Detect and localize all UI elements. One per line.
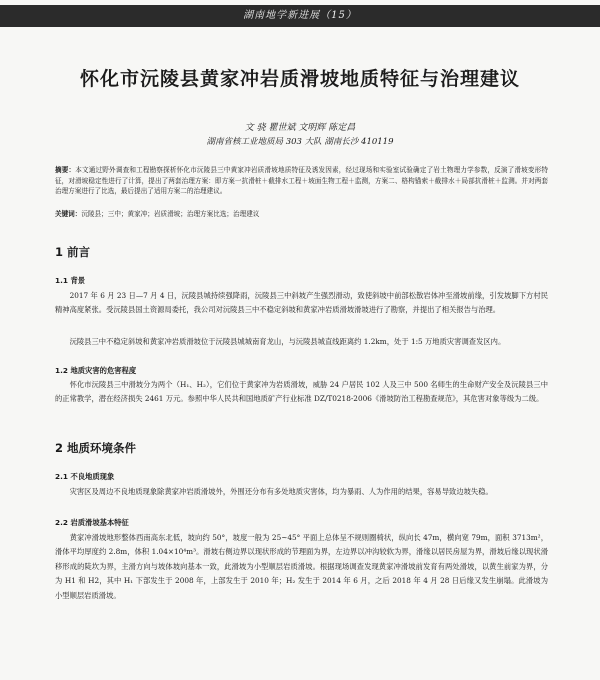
section-heading-1: 1 前言 (55, 245, 91, 259)
paragraph-1-1-b: 沅陵县三中不稳定斜坡和黄家冲岩质滑坡位于沅陵县城城南育龙山，与沅陵县城直线距离约 1.2km，处于 1:5 万地质灾害调查发区内。 (69, 337, 506, 346)
section-heading-2: 2 地质环境条件 (55, 441, 137, 455)
keywords-text: 沅陵县；三中；黄家冲；岩质滑坡；治理方案比选；治理建议 (81, 210, 260, 218)
abstract-text: 本文通过野外调查和工程勘察探析怀化市沅陵县三中黄家冲岩质滑坡地质特征及诱发因素，经过现场和实验室试验确定了岩土物理力学参数，反演了滑坡变形特征，对滑坡稳定性进行了计算，提出了两套治理方案：即方案一抗滑桩＋截排水工程＋坡面生物工程＋监测，方案二、格构锚索＋截排水＋局部抗滑桩＋监测。并对两套治理方案进行了比选，最后提出了适用方案二的治理建议。 (55, 166, 549, 195)
subsection-heading-1-2: 1.2 地质灾害的危害程度 (55, 366, 137, 375)
abstract-label: 摘要： (55, 166, 76, 174)
paragraph-2-2: 黄家冲滑坡地形整体西南高东北低，坡向约 50°，坡度一般为 25~45° 平面上总体呈不规则圈椅状，纵向长 47m，横向宽 79m，面积 3713m²，滑体平均厚度约 2.8m，体积 1.04×10⁴m³。滑坡右侧边界以现状形成的节理面为界，左边界以冲沟较软为界，滑缘以居民房屋为界，滑坡后缘以现状滑移形成的陡坎为界，主滑方向与坡体坡向基本一致，此滑坡为小型顺层岩质滑坡。根据现场调查发现黄家冲滑坡前发育有两处滑坡，以黄生前家为界，分为 H1 和 H2，其中 H₁ 下部发生于 2008 年，上部发生于 2010 年；H₂ 发生于 2014 年 6 月，之后 2018 年 4 月 28 日后缘又发生崩塌。此滑坡为小型顺层岩质滑坡。 (55, 533, 548, 600)
paper-title: 怀化市沅陵县黄家冲岩质滑坡地质特征与治理建议 (79, 68, 520, 90)
subsection-heading-1-1: 1.1 背景 (55, 276, 86, 285)
abstract (55, 165, 548, 197)
keywords (55, 209, 548, 219)
keywords-label: 关键词： (55, 210, 82, 218)
subsection-heading-2-2: 2.2 岩质滑坡基本特征 (55, 518, 129, 527)
running-title: 湖南地学新进展（15） (243, 10, 357, 21)
paragraph-1-1-a: 2017 年 6 月 23 日—7 月 4 日，沅陵县城持续强降雨，沅陵县三中斜坡产生强烈滑动，致使斜坡中前部松散岩体冲至滑坡前缘，引发坡脚下方村民精神高度紧张。受沅陵县国土资源局委托，我公司对沅陵县三中不稳定斜坡和黄家冲岩质滑坡滑坡进行了勘察，并提出了相关报告与治理。 (55, 291, 548, 315)
paragraph-2-1: 灾害区及周边不良地质现象除黄家冲岩质滑坡外，外围还分布有多处地质灾害体，均为暴雨、人为作用的结果，容易导致边坡失稳。 (69, 487, 493, 496)
running-header (0, 5, 600, 27)
author-list: 文 骁 瞿世斌 文明辉 陈定昌 (244, 123, 356, 133)
subsection-heading-2-1: 2.1 不良地质现象 (55, 472, 115, 481)
affiliation: 湖南省核工业地质局 303 大队 湖南长沙 410119 (206, 137, 394, 147)
paragraph-1-2: 怀化市沅陵县三中滑坡分为两个（H₁、H₂），它们位于黄家冲为岩质滑坡，威胁 24 户居民 102 人及三中 500 名师生的生命财产安全及沅陵县三中的正常教学，潜在经济损失 2461 万元。参照中华人民共和国地质矿产行业标准 DZ/T0218-2006《滑坡防治工程勘查规范》，其危害对象等级为二级。 (55, 380, 548, 404)
